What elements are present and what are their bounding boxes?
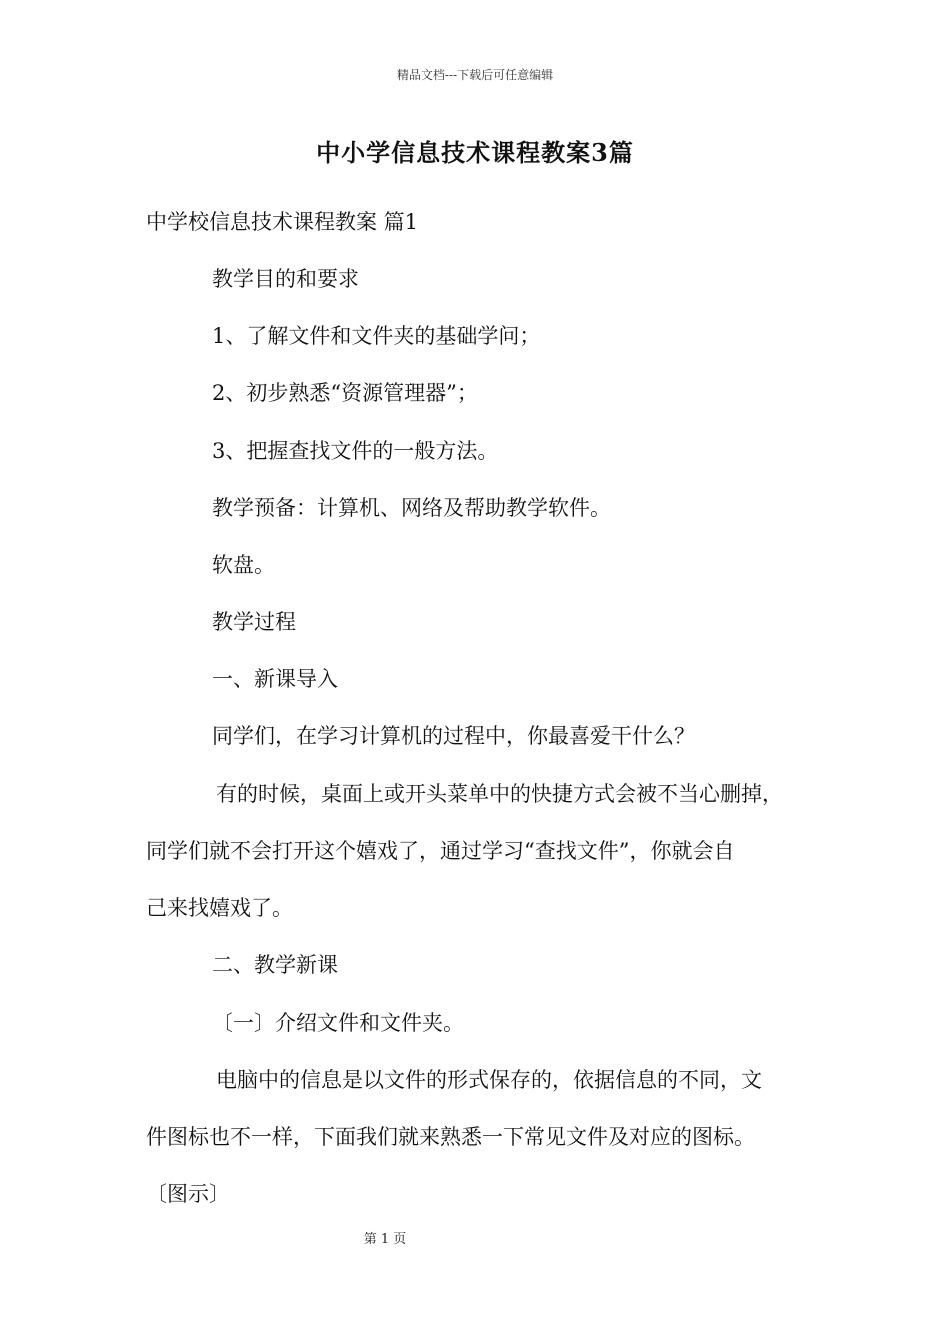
document-title: 中小学信息技术课程教案3篇 — [316, 138, 634, 167]
paragraph-line: 有的时候，桌面上或开头菜单中的快捷方式会被不当心删掉， — [216, 782, 783, 806]
list-item: 1、了解文件和文件夹的基础学问； — [212, 324, 541, 348]
paragraph-line: 己来找嬉戏了。 — [146, 896, 293, 920]
paragraph-line: 电脑中的信息是以文件的形式保存的，依据信息的不同，文 — [216, 1068, 762, 1092]
paragraph: 教学过程 — [212, 610, 296, 634]
subheading: 一、新课导入 — [212, 667, 338, 691]
paragraph: 软盘。 — [212, 553, 275, 577]
page-number: 第 1 页 — [363, 1232, 407, 1247]
section-heading: 中学校信息技术课程教案 篇1 — [146, 210, 419, 234]
page-header: 精品文档---下载后可任意编辑 — [396, 68, 554, 82]
subheading: 二、教学新课 — [212, 953, 338, 977]
paragraph-line: 〔图示〕 — [146, 1182, 230, 1206]
paragraph: 教学目的和要求 — [212, 267, 359, 291]
list-item: 3、把握查找文件的一般方法。 — [212, 439, 499, 463]
paragraph: 同学们，在学习计算机的过程中，你最喜爱干什么？ — [212, 724, 695, 748]
paragraph: 教学预备：计算机、网络及帮助教学软件。 — [212, 496, 611, 520]
paragraph: 〔一〕介绍文件和文件夹。 — [212, 1011, 464, 1035]
paragraph-line: 同学们就不会打开这个嬉戏了，通过学习“查找文件”，你就会自 — [146, 839, 735, 863]
list-item: 2、初步熟悉“资源管理器”； — [212, 381, 478, 405]
paragraph-line: 件图标也不一样，下面我们就来熟悉一下常见文件及对应的图标。 — [146, 1125, 755, 1149]
